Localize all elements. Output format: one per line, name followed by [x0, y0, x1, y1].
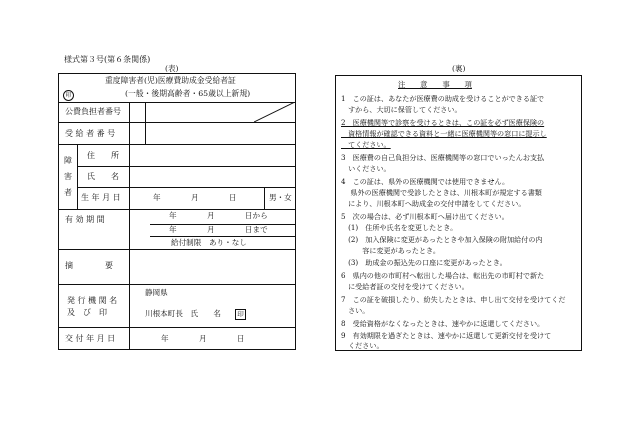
- notice-line: 3 医療費の自己負担分は、医療機関等の窓口でいったんお支払: [341, 153, 545, 162]
- back-side-label: (裏): [452, 64, 466, 73]
- notice-line: 県外の医療機関で受診したときは、川根本町が規定する書類: [341, 188, 542, 197]
- notice-line: (2) 加入保険に変更があったときや加入保険の附加給付の内: [341, 235, 543, 244]
- certificate-subtitle: (一般・後期高齢者・65歳以上新規): [125, 89, 251, 98]
- diagonal-strike: [254, 102, 295, 122]
- prefecture-name: 静岡県: [145, 288, 168, 297]
- certificate-front: [58, 73, 296, 350]
- notice-line: てください。: [341, 140, 391, 149]
- notice-line: 5 次の場合は、必ず川根本町へ届け出てください。: [341, 212, 509, 221]
- notice-line: 4 この証は、県外の医療機関では使用できません。: [341, 177, 510, 186]
- patient-label-1: 障: [64, 156, 72, 165]
- form-number: 様式第３号(第６条関係): [64, 55, 151, 64]
- notice-line: ください。: [341, 341, 384, 350]
- birth-date-value: 年 月 日: [153, 193, 237, 202]
- notice-line: いください。: [341, 164, 391, 173]
- notice-line: 2 医療機関等で診察を受けるときは、この証を必ず医療保険の: [341, 118, 545, 127]
- notice-line: すから、大切に保管してください。: [341, 105, 462, 114]
- validity-label: 有 効 期 間: [65, 215, 105, 224]
- notice-line: 6 県内の他の市町村へ転出した場合は、転出先の市町村で新た: [341, 271, 545, 280]
- official-stamp-icon: 印: [235, 309, 246, 320]
- address-label: 住 所: [87, 151, 119, 160]
- benefit-limit: 給付制限 あり・なし: [171, 238, 247, 247]
- payer-number-label: 公費負担者番号: [65, 107, 121, 116]
- notice-line: さい。: [341, 306, 370, 315]
- seal-mark-icon: 印: [63, 90, 74, 101]
- validity-from: 年 月 日から: [169, 211, 268, 220]
- notice-line: 8 受給資格がなくなったときは、速やかに返還してください。: [341, 319, 545, 328]
- notice-line: 容に変更があったとき。: [341, 246, 440, 255]
- mayor-name: 川根本町長 氏 名: [145, 309, 221, 318]
- certificate-back: [335, 75, 582, 351]
- notice-line: 9 有効期限を過ぎたときは、速やかに返還して更新交付を受けて: [341, 331, 552, 340]
- patient-label-3: 者: [64, 188, 72, 197]
- issuer-label-2: 及 び 印: [67, 308, 107, 317]
- notice-line: 資格情報が確認できる資料と一緒に医療機関等の窓口に提示し: [341, 129, 547, 138]
- notice-line: により、川根本町へ助成金の交付申請をしてください。: [341, 199, 526, 208]
- notice-line: 7 この証を破損したり、紛失したときは、申し出て交付を受けてくだ: [341, 295, 566, 304]
- notice-title: 注 意 事 項: [398, 80, 472, 89]
- remarks-label: 摘 要: [65, 261, 113, 270]
- front-side-label: (表): [165, 64, 179, 73]
- notice-line: (1) 住所や氏名を変更したとき。: [341, 223, 458, 232]
- issue-date-label: 交 付 年 月 日: [65, 334, 116, 343]
- birth-date-label: 生 年 月 日: [81, 193, 121, 202]
- certificate-title: 重度障害者(児)医療費助成金受給者証: [105, 76, 236, 85]
- name-label: 氏 名: [87, 172, 119, 181]
- issuer-label-1: 発 行 機 関 名: [67, 296, 118, 305]
- notice-line: (3) 助成金の振込先の口座に変更があったとき。: [341, 258, 507, 267]
- patient-label-2: 害: [64, 172, 72, 181]
- sex-value: 男・女: [269, 193, 292, 202]
- recipient-number-label: 受 給 者 番 号: [65, 129, 116, 138]
- validity-to: 年 月 日まで: [169, 225, 268, 234]
- notice-line: に受給者証の交付を受けてください。: [341, 282, 469, 291]
- issue-date-value: 年 月 日: [161, 334, 245, 343]
- notice-line: 1 この証は、あなたが医療費の助成を受けることができる証で: [341, 94, 545, 103]
